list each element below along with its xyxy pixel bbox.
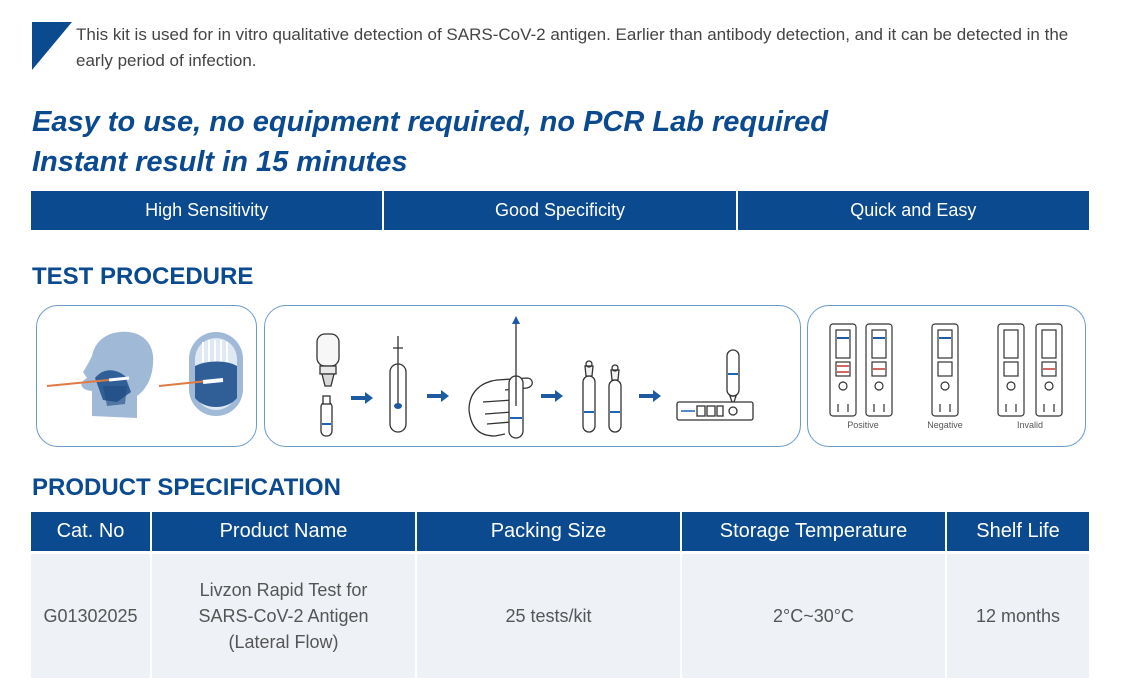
arrow-right-icon <box>427 390 449 402</box>
product-name-line: SARS-CoV-2 Antigen <box>198 606 369 626</box>
cell-cat-no: G01302025 <box>31 553 151 679</box>
test-cassette-icon <box>830 324 856 416</box>
feature-quick-and-easy: Quick and Easy <box>738 191 1089 230</box>
cell-packing-size: 25 tests/kit <box>416 553 681 679</box>
header-cat-no: Cat. No <box>31 512 151 553</box>
arrow-right-icon <box>639 390 661 402</box>
result-label-negative: Negative <box>927 420 963 430</box>
result-label-invalid: Invalid <box>1016 420 1044 430</box>
procedure-steps-illustration <box>265 306 800 446</box>
extraction-tube-icon <box>321 396 332 436</box>
header-product-name: Product Name <box>151 512 416 553</box>
header-storage-temperature: Storage Temperature <box>681 512 946 553</box>
procedure-panel-results <box>807 305 1086 447</box>
test-cassette-icon <box>1036 324 1062 416</box>
intro-text: This kit is used for in vitro qualitative detection of SARS-CoV-2 antigen. Earlier than antibody detection, and it can be detected in the early period of infection. <box>76 25 1069 70</box>
capped-tubes-icon <box>583 361 621 432</box>
product-spec-table <box>31 512 1089 678</box>
product-name-line: Livzon Rapid Test for <box>199 580 368 600</box>
cassette-drop-icon <box>677 350 753 420</box>
header-shelf-life: Shelf Life <box>946 512 1089 553</box>
procedure-panel-steps <box>264 305 801 447</box>
procedure-panel-sampling <box>36 305 257 447</box>
hand-squeeze-icon <box>469 316 532 438</box>
cell-shelf-life: 12 months <box>946 553 1089 679</box>
buffer-bottle-icon <box>317 334 339 386</box>
feature-bar <box>31 191 1089 230</box>
cell-storage-temperature: 2°C~30°C <box>681 553 946 679</box>
spec-header-row <box>31 512 1089 553</box>
result-label-positive: Positive <box>847 420 879 430</box>
nostril-closeup-icon <box>189 332 243 416</box>
result-cassettes-illustration <box>808 306 1085 446</box>
arrow-right-icon <box>541 390 563 402</box>
test-procedure-title: TEST PROCEDURE <box>32 263 254 290</box>
nasal-swab-illustration <box>37 306 256 446</box>
feature-good-specificity: Good Specificity <box>384 191 737 230</box>
test-cassette-icon <box>932 324 958 416</box>
feature-high-sensitivity: High Sensitivity <box>31 191 384 230</box>
header-packing-size: Packing Size <box>416 512 681 553</box>
headline-secondary: Instant result in 15 minutes <box>32 146 408 178</box>
cell-product-name <box>151 553 416 679</box>
headline-primary: Easy to use, no equipment required, no PCR Lab required <box>32 106 829 138</box>
test-cassette-icon <box>998 324 1024 416</box>
product-specification-title: PRODUCT SPECIFICATION <box>32 474 341 501</box>
arrow-right-icon <box>351 392 373 404</box>
product-name-line: (Lateral Flow) <box>228 632 339 652</box>
intro-corner-mark <box>32 22 72 70</box>
tube-with-swab-icon <box>390 336 406 432</box>
test-cassette-icon <box>866 324 892 416</box>
table-row <box>31 553 1089 679</box>
head-profile-icon <box>82 332 154 418</box>
